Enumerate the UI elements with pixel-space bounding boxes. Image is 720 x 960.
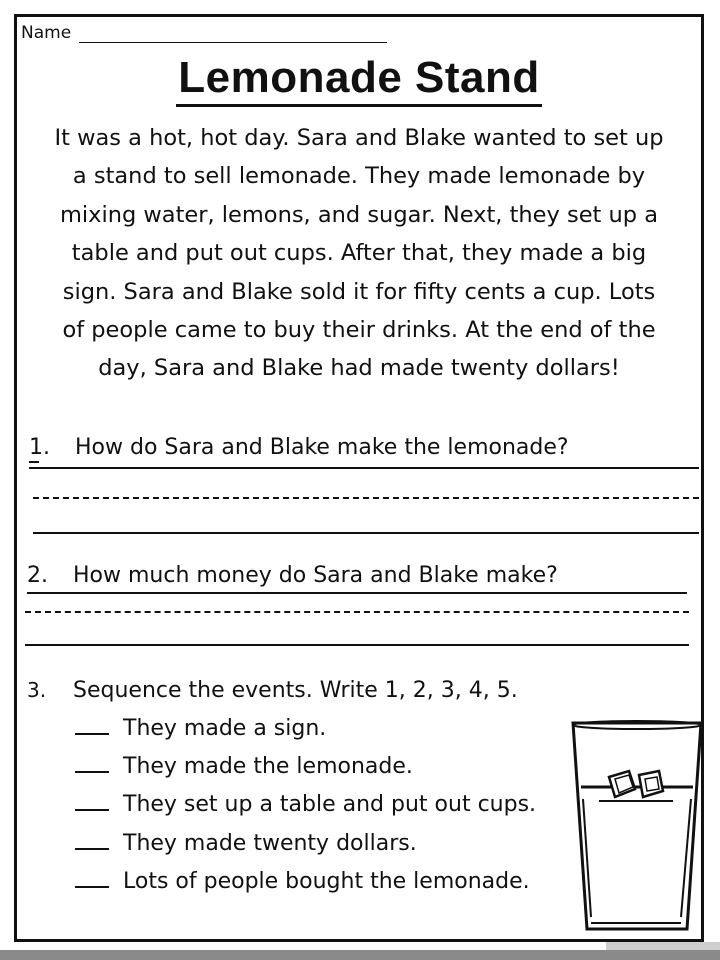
- story-line: day, Sara and Blake had made twenty dollars!: [98, 355, 620, 382]
- question-number: 2.: [27, 563, 48, 588]
- page-title: [17, 53, 701, 103]
- story-line: mixing water, lemons, and sugar. Next, they set up a: [59, 201, 659, 228]
- sequence-blank[interactable]: [75, 753, 109, 773]
- sequence-text: They made the lemonade.: [123, 754, 413, 779]
- question-1: [29, 435, 699, 469]
- sequence-blank[interactable]: [75, 715, 109, 735]
- story-line: a stand to sell lemonade. They made lemonade by: [72, 163, 646, 190]
- answer-line-dashed[interactable]: [33, 497, 699, 499]
- question-2: [27, 563, 687, 594]
- sequence-item: [75, 753, 413, 780]
- worksheet: [14, 14, 704, 942]
- question-text: How do Sara and Blake make the lemonade?: [75, 435, 569, 460]
- sequence-item: [75, 715, 326, 742]
- answer-line-solid[interactable]: [25, 644, 689, 646]
- sequence-item: [75, 830, 417, 857]
- sequence-blank[interactable]: [75, 791, 109, 811]
- question-number: 1.: [29, 435, 39, 463]
- answer-line-solid[interactable]: [33, 532, 699, 534]
- question-text: How much money do Sara and Blake make?: [73, 563, 558, 588]
- sequence-text: Lots of people bought the lemonade.: [123, 869, 530, 894]
- question-3: [27, 677, 587, 704]
- sequence-blank[interactable]: [75, 868, 109, 888]
- sequence-item: [75, 791, 536, 818]
- sequence-blank[interactable]: [75, 830, 109, 850]
- sequence-text: They set up a table and put out cups.: [123, 792, 537, 817]
- footer-bar: [0, 950, 720, 960]
- name-label: Name: [21, 23, 72, 43]
- story-line: table and put out cups. After that, they made a big: [71, 240, 647, 267]
- name-input-line[interactable]: [79, 28, 387, 43]
- story-line: sign. Sara and Blake sold it for fifty cents a cup. Lots: [62, 278, 656, 305]
- story-passage: [25, 119, 693, 388]
- title-text: Lemonade Stand: [176, 53, 542, 107]
- lemonade-glass-icon: [569, 717, 719, 937]
- question-number: 3.: [27, 678, 47, 702]
- question-text: Sequence the events. Write 1, 2, 3, 4, 5.: [73, 678, 518, 703]
- story-line: of people came to buy their drinks. At the end of the: [62, 317, 656, 344]
- sequence-text: They made a sign.: [123, 716, 327, 741]
- sequence-item: [75, 868, 530, 895]
- sequence-text: They made twenty dollars.: [123, 831, 417, 856]
- answer-line-dashed[interactable]: [25, 611, 689, 613]
- name-row: [21, 23, 387, 43]
- story-line: It was a hot, hot day. Sara and Blake wanted to set up: [54, 125, 664, 151]
